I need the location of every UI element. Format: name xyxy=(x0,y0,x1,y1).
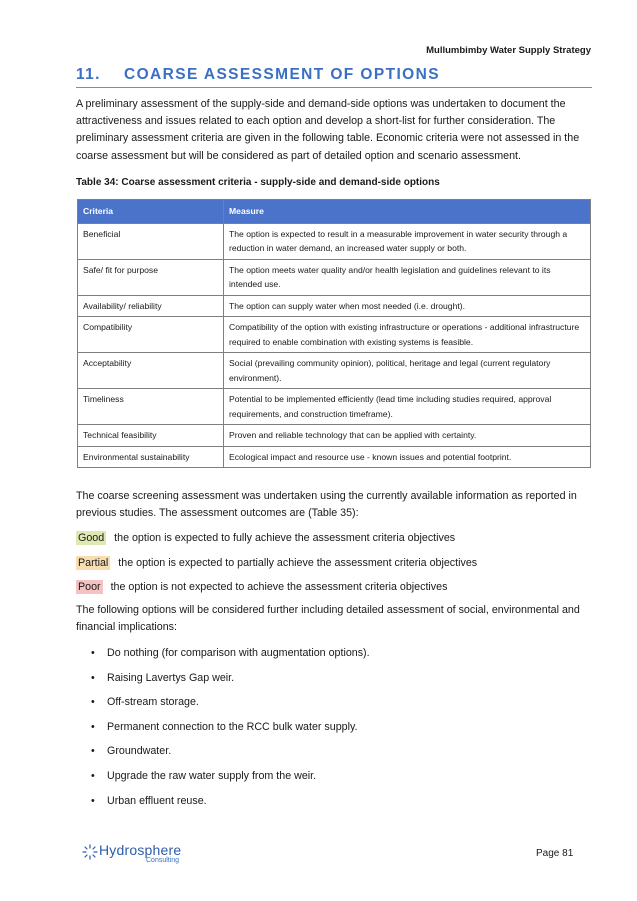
measure-cell: Ecological impact and resource use - known issues and potential footprint. xyxy=(224,446,591,468)
bullet-icon: • xyxy=(91,769,95,782)
table-row xyxy=(78,353,591,389)
options-list xyxy=(91,646,370,818)
logo-subtext: Consulting xyxy=(146,857,180,864)
bullet-icon: • xyxy=(91,647,95,659)
option-text: Upgrade the raw water supply from the weir. xyxy=(107,769,317,782)
further-paragraph: The following options will be considered further including detailed assessment of social, environmental and financial implications: xyxy=(76,604,580,634)
table-row xyxy=(78,317,591,353)
legend-text-good: the option is expected to fully achieve the assessment criteria objectives xyxy=(114,532,456,544)
criteria-cell: Timeliness xyxy=(78,389,224,425)
bullet-icon: • xyxy=(91,745,95,758)
option-text: Off-stream storage. xyxy=(107,696,199,709)
list-item xyxy=(91,744,370,769)
list-item xyxy=(91,695,370,720)
criteria-cell: Availability/ reliability xyxy=(78,295,224,317)
legend-text-partial: the option is expected to partially achieve the assessment criteria objectives xyxy=(118,557,478,569)
legend-poor xyxy=(76,580,447,594)
table-row xyxy=(78,446,591,468)
list-item xyxy=(91,720,370,745)
table-header-measure: Measure xyxy=(224,200,591,224)
section-title: COARSE ASSESSMENT OF OPTIONS xyxy=(124,66,440,83)
bullet-icon: • xyxy=(91,720,95,733)
criteria-cell: Safe/ fit for purpose xyxy=(78,259,224,295)
measure-cell: The option can supply water when most needed (i.e. drought). xyxy=(224,295,591,317)
hydrosphere-logo xyxy=(82,842,192,866)
option-text: Raising Lavertys Gap weir. xyxy=(107,671,235,684)
measure-cell: Potential to be implemented efficiently (lead time including studies required, approval requirements, and construction timeframe). xyxy=(224,389,591,425)
table-header-row xyxy=(78,200,591,224)
bullet-icon: • xyxy=(91,671,95,684)
sunburst-icon xyxy=(82,843,98,861)
table-row xyxy=(78,425,591,447)
legend-key-poor: Poor xyxy=(78,581,101,593)
list-item xyxy=(91,769,370,794)
screening-paragraph: The coarse screening assessment was undertaken using the currently available information as reported in previous studies. The assessment outcomes are (Table 35): xyxy=(76,490,577,520)
section-heading xyxy=(76,66,592,88)
section-number: 11. xyxy=(76,66,101,83)
logo-text: Hydrosphere xyxy=(99,842,182,858)
table-row xyxy=(78,295,591,317)
legend-partial xyxy=(76,556,477,570)
criteria-cell: Technical feasibility xyxy=(78,425,224,447)
legend-key-partial: Partial xyxy=(78,557,109,569)
intro-paragraph: A preliminary assessment of the supply-side and demand-side options was undertaken to document the attractiveness and issues related to each option and develop a short-list for further consideration. The preliminary assessment criteria are given in the following table. Economic criteria were not assessed in the coarse assessment but will be considered as part of detailed option and scenario assessment. xyxy=(76,98,580,162)
list-item xyxy=(91,646,370,671)
measure-cell: Proven and reliable technology that can be applied with certainty. xyxy=(224,425,591,447)
measure-cell: Compatibility of the option with existing infrastructure or operations - additional infrastructure required to enable combination with existing systems is feasible. xyxy=(224,317,591,353)
bullet-icon: • xyxy=(91,696,95,709)
table-row xyxy=(78,389,591,425)
list-item xyxy=(91,794,370,819)
document-header-title: Mullumbimby Water Supply Strategy xyxy=(426,45,591,56)
legend-key-good: Good xyxy=(78,532,105,544)
legend-text-poor: the option is not expected to achieve the assessment criteria objectives xyxy=(110,581,448,593)
option-text: Groundwater. xyxy=(107,745,172,758)
legend-good xyxy=(76,531,455,545)
table-row xyxy=(78,259,591,295)
measure-cell: Social (prevailing community opinion), political, heritage and legal (current regulatory environment). xyxy=(224,353,591,389)
bullet-icon: • xyxy=(91,794,95,807)
table-row xyxy=(78,223,591,259)
measure-cell: The option meets water quality and/or health legislation and guidelines relevant to its intended use. xyxy=(224,259,591,295)
table-header-criteria: Criteria xyxy=(78,200,224,224)
criteria-cell: Acceptability xyxy=(78,353,224,389)
criteria-table xyxy=(77,199,591,468)
page-number: Page 81 xyxy=(536,848,574,859)
option-text: Permanent connection to the RCC bulk water supply. xyxy=(107,720,358,733)
option-text: Urban effluent reuse. xyxy=(107,794,207,807)
list-item xyxy=(91,671,370,696)
criteria-cell: Beneficial xyxy=(78,223,224,259)
table-caption: Table 34: Coarse assessment criteria - supply-side and demand-side options xyxy=(76,177,440,188)
criteria-cell: Compatibility xyxy=(78,317,224,353)
criteria-cell: Environmental sustainability xyxy=(78,446,224,468)
measure-cell: The option is expected to result in a measurable improvement in water security through a reduction in water demand, an increased water supply or both. xyxy=(224,223,591,259)
option-text: Do nothing (for comparison with augmentation options). xyxy=(107,647,370,659)
